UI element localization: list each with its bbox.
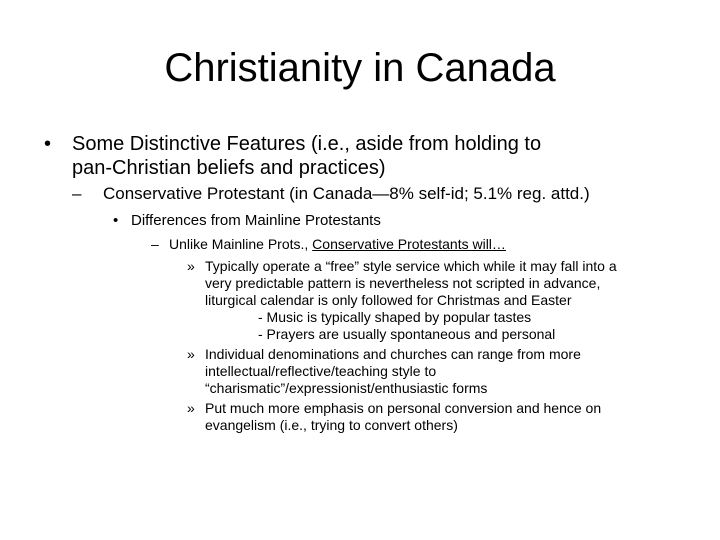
- level5-marker: »: [187, 258, 195, 274]
- level5-line: Typically operate a “free” style service which while it may fall into a: [205, 258, 617, 274]
- level4-item-prefix: Unlike Mainline Prots.,: [169, 236, 313, 252]
- level5-marker: »: [187, 400, 195, 416]
- level5-marker: »: [187, 346, 195, 362]
- level5-line: very predictable pattern is nevertheless not scripted in advance,: [205, 275, 601, 291]
- level1-bullet-marker: •: [44, 133, 52, 155]
- level5-subline: - Music is typically shaped by popular tastes: [258, 309, 532, 325]
- level5-line: “charismatic”/expressionist/enthusiastic forms: [205, 380, 488, 396]
- level5-item: [205, 400, 601, 434]
- level1-bullet-line: pan-Christian beliefs and practices): [72, 157, 386, 179]
- level3-item: [131, 212, 381, 230]
- level5-line: Put much more emphasis on personal conversion and hence on: [205, 400, 602, 416]
- level5-line: Individual denominations and churches can range from more: [205, 346, 581, 362]
- level5-item: [205, 258, 617, 343]
- slide-title: Christianity in Canada: [164, 46, 556, 90]
- level1-bullet-line: Some Distinctive Features (i.e., aside from holding to: [72, 133, 542, 155]
- level3-bullet-marker: •: [113, 212, 119, 229]
- level2-dash-marker: –: [72, 184, 82, 203]
- level3-item-text: Differences from Mainline Protestants: [131, 212, 381, 229]
- level5-item: [205, 346, 581, 397]
- level4-dash-marker: –: [151, 236, 159, 252]
- level5-line: evangelism (i.e., trying to convert others): [205, 417, 458, 433]
- level2-item-text: Conservative Protestant (in Canada—8% self-id; 5.1% reg. attd.): [103, 184, 590, 203]
- level4-item-underlined: Conservative Protestants will…: [312, 236, 506, 252]
- level5-subline: - Prayers are usually spontaneous and personal: [258, 326, 556, 342]
- level2-item: [103, 184, 590, 204]
- level5-line: intellectual/reflective/teaching style to: [205, 363, 437, 379]
- level5-line: liturgical calendar is only followed for Christmas and Easter: [205, 292, 572, 308]
- level4-item: [169, 236, 506, 253]
- level1-bullet: [72, 132, 541, 180]
